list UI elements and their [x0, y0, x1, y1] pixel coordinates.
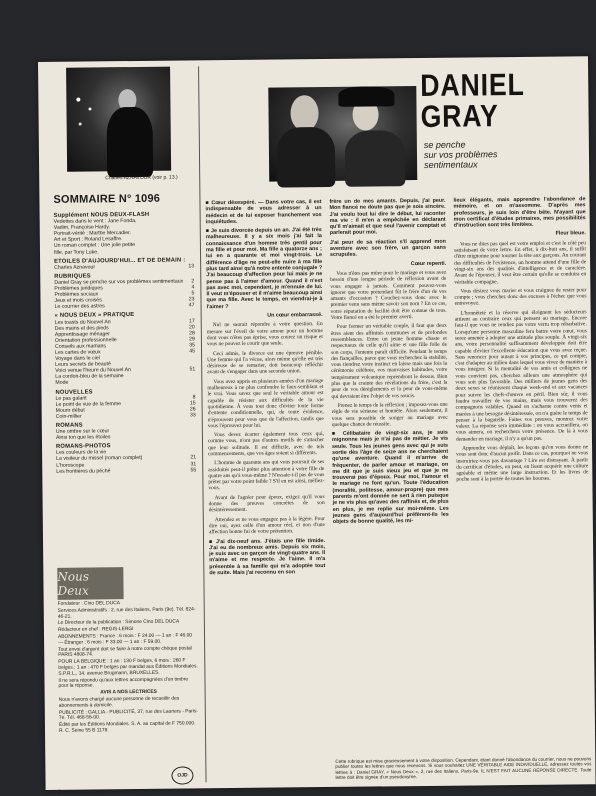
- toc-item-label: Les frontières du péché: [56, 467, 190, 474]
- toc-item-page: 2: [191, 278, 194, 284]
- advice-paragraph: Attendez et ne vous engagez pas à la légère. Pour dire oui, ayez celle d'un amour réel, et non d'une affection bonne fui de votre prétention.: [209, 516, 325, 536]
- toc-item-label: La visiteur du missel (roman complet): [56, 455, 190, 462]
- toc-item-page: 51: [189, 367, 195, 373]
- toc-intro-line: Vadim, Françoise Hardy.: [54, 224, 194, 232]
- reader-letter: lieux élégants, mais apprendre l'abondance de mémoire, et on m'assomme. D'après mes professeurs, je suis loin d'être bête. N'ayant que mon certificat d'études primaires, mes possibilités d'instruction sont très limitées.: [453, 196, 585, 229]
- imprint-line: Tout envoi d'argent doit se faire à notre compte chèque postal PARIS 4808-74.: [58, 646, 198, 659]
- imprint-line: Fondateur : Cino DEL DUCA: [58, 600, 198, 607]
- toc-item-label: Conseils aux mamans: [55, 342, 189, 349]
- toc-item-page: 13: [188, 263, 194, 269]
- toc-item-label: Des mains et des pieds: [55, 324, 189, 331]
- toc-item-label: Leurs secrets de beauté: [55, 361, 195, 369]
- imprint-line: Il ne sera répondu qu'aux lettres accompagnées d'un timbre pour la réponse.: [58, 677, 198, 690]
- couple-photo: [268, 86, 417, 182]
- toc-intro-line: Portrait-vérité : Marthe Mercadier.: [54, 230, 194, 238]
- toc-item-page: 47: [189, 303, 195, 309]
- toc-item-label: Mode: [55, 379, 195, 387]
- rubric-footnote: Cette rubrique est mise gracieusement à votre disposition. Cependant, étant donné l'abondance du courrier, nous ne pouvons publier toutes les lettres que nous recevons. Si vous souhaitez UNE VÉRITABLE AIDE INDIVIDUELLE, adressez toutes vos lettres à : Daniel GRAY, « Nous Deux », 2, rue des Italiens, Paris-9e. IL N'EST FAIT AUCUNE RÉPONSE DIRECTE. Toute lettre doit être signée d'un pseudonyme.: [335, 756, 591, 780]
- toc-item: [56, 434, 196, 442]
- toc-item-label: Les couleurs de la vie: [56, 449, 196, 457]
- toc-item-label: Les cartes de vœux: [55, 348, 189, 355]
- reader-letter: ■ Cœur désespéré. — Dans votre cas, il est indispensable de vous adresser à un médecin et de lui exposer franchement vos inquiétudes.: [205, 199, 321, 225]
- toc-item: [56, 467, 196, 475]
- imprint-line: Édité par les Éditions Mondiales. S. A. au capital de F 750.000. R. C. Seine 55 B 1178.: [59, 721, 199, 734]
- toc-item-label: Coin-millier: [56, 412, 190, 419]
- article-column-2: [329, 198, 451, 759]
- imprint-block: [58, 600, 199, 735]
- toc-item-page: 31: [190, 461, 196, 467]
- advice-paragraph: Prenez le temps de la réflexion ; imposez-vous une règle de vie sérieuse et honnête. Alors seulement, il vous sera possible de songer au mariage avec quelque chance de réussite.: [332, 402, 448, 428]
- imprint-line: Nous n'avons chargé aucune personne de recueillir des abonnements à domicile.: [59, 696, 199, 709]
- toc-intro-line: Vedettes dans le vent : Jane Fonda,: [54, 217, 194, 225]
- imprint-line: Rédacteur en chef : REGIS-LERGI: [58, 627, 198, 634]
- headline: DANIEL GRAY: [420, 69, 525, 132]
- toc-intro: Supplément NOUS DEUX-FLASH: [54, 211, 194, 219]
- advice-paragraph: Nul ne saurait répondre à votre question. En mesure sur l'éveil de votre amour pour un homme dont vous n'êtes pas éprise, vous courez un risque et vous ne pouvez le courir que seule.: [207, 321, 323, 347]
- toc-item-label: Jeux et mots croisés: [54, 297, 188, 304]
- toc-item: [56, 412, 196, 420]
- toc-item-page: 26: [190, 406, 196, 412]
- toc-section-title: « NOUS DEUX » PRATIQUE: [55, 312, 195, 320]
- toc-intro-line: Art et Sport : Roland Lesaffre.: [54, 236, 194, 244]
- reader-letter: frère un de mes amants. Depuis, j'ai peur. Mon fiancé ne doute pas que je sois sincère. J'ai voulu tout lui dire le début, lui raconter ma vie : il m'en a empêchée en déclarant qu'il m'aimait et que seul l'avenir comptait et parlerait pour moi.: [329, 198, 445, 237]
- toc-item-page: 4: [191, 284, 194, 290]
- toc-section-title: ROMANS: [56, 421, 196, 429]
- advice-paragraph: Vous avez appris en plusieurs années d'un mariage malheureux à ne plus confondre le faux-semblant et le vrai. Vous savez que seul le véritable amour est capable de résister aux difficultés de la vie quotidienne. À vous tout donc d'éviter toute forme d'entente conditionnelle, qui, de toute évidence, n'éprouvent pour vous que de l'affection, tandis que vous l'éprouvez pour lui.: [207, 378, 324, 430]
- imprint-line: PUBLICITÉ : GALLIA - PUBLICITÉ, 37, rue des Lauriers - Paris-7e. Tél. 468-56-00.: [59, 709, 199, 722]
- reader-letter: J'ai peur de sa réaction s'il apprend mon aventure avec son frère, un garçon sans scrupules.: [330, 239, 446, 259]
- toc-item: [55, 379, 195, 387]
- sommaire-column: [46, 66, 204, 786]
- toc-intro-line: fille, par Tony Luke.: [54, 248, 194, 256]
- reader-letter: ■ J'ai dix-neuf ans. J'étais une fille timide. J'ai eu de nombreux amis. Depuis six mois, je suis avec un garçon de vingt-quatre ans. Il m'aime et me respecte. Je l'aime. Il m'a présentée à sa famille qui m'a adoptée tout de suite. Mais j'ai reconnu en son: [209, 538, 325, 577]
- letter-signature: Cœur repenti.: [330, 260, 446, 268]
- toc-item-label: Une ombre sur le cœur: [56, 427, 196, 435]
- toc-item-label: Daniel Gray se penche sur vos problèmes sentimentaux: [54, 278, 191, 286]
- toc-item-page: 28: [189, 330, 195, 336]
- advice-paragraph: Vous n'êtes pas mûre pour le mariage et vous avez besoin d'une longue période de réflexion avant de vous engager à jamais. Comment pouvez-vous ignorer que votre prétendant fût le frère d'un de vos amants d'occasion ? Couchez-vous donc avec le premier venu sans même savoir son nom ? En ce cas, votre réputation de facilité doit être connue de tous. Votre fiancé en a été le premier averti.: [330, 270, 447, 322]
- toc-item-label: Mourir début: [56, 406, 190, 413]
- imprint-line: ABONNEMENTS : France : 6 mois : F 24.00 — 1 an : F 46.00 — Étranger : 6 mois : F 33.00 — 1 an : F 59.00.: [58, 633, 198, 646]
- toc-item-label: Problèmes sociaux: [54, 291, 191, 299]
- reader-letter: ■ Célibataire de vingt-six ans, je suis mignonne mais je n'ai pas de métier. Je vis seule. Tous les jeunes gens avec qui je suis sortie dès l'âge de seize ans ne cherchaient qu'une aventure. Quand il m'arrive de fréquenter, de parler amour et mariage, on me dit que je suis vieux jeu et que je ne trouverai pas d'époux. Pour moi, l'amour et le mariage ne font qu'un. Toute l'éducation (moralité, politesse, amour-propre) que mes parents m'ont donnée ne sert à rien puisque je ne vis plus qu'avec des raffinés et, de plus en plus, je me replie sur moi-même. Les jeunes gens d'aujourd'hui préfèrent-ils les objets de bonne qualité, les mi-: [332, 430, 449, 526]
- letter-signature: Un cœur embarrassé.: [207, 312, 323, 320]
- toc-item-page: 35: [189, 342, 195, 348]
- toc-item-label: Voyage dans le ciel: [55, 354, 195, 362]
- imprint-line: AVIS A NOS LECTRICES: [59, 690, 199, 697]
- toc-section-title: NOUVELLES: [55, 388, 195, 396]
- toc-item-page: 33: [190, 412, 196, 418]
- imprint-line: POUR LA BELGIQUE : 1 an : 130 F belges, 6 mois : 260 F belges ; 1 an : 470 F belges par mandat aux Éditions Mondiales. S.P.R.L., 14, avenue Brugmann, BRUXELLES.: [58, 659, 198, 678]
- toc-item-label: Le courrier des astres: [55, 303, 189, 310]
- nous-deux-logo: Nous Deux: [57, 567, 123, 600]
- table-of-contents: [54, 208, 197, 474]
- imprint-line: Le Directeur de la publication : Simone Cino DEL DUCA: [58, 620, 198, 627]
- page-number: 2: [58, 790, 61, 796]
- advice-paragraph: Vous devez écarter également tous ceux qui, comme vous, n'ont pas d'autres motifs de s'attacher que leur solitude. Il est difficile, avec de tels commencements, que vos âges soient si différents.: [208, 431, 324, 457]
- toc-item-page: 15: [190, 400, 196, 406]
- toc-item-label: La cordon-bleu de la semaine: [55, 373, 195, 381]
- toc-item: [54, 263, 194, 271]
- photo-caption: Charles AZNAVOUR (voir p. 13.): [105, 175, 177, 182]
- article-column-1: [205, 199, 327, 790]
- letter-signature: Fleur bleue.: [454, 231, 586, 239]
- toc-section-title: RUBRIQUES: [54, 272, 194, 280]
- advice-paragraph: L'honnêteté et la réserve qui éloignent les séducteurs attirent au contraire ceux qui pensent au mariage. Encore faut-il que vous ne rendiez pas votre vertu trop rébarbative. Lorsqu'une personne masculine fera battre votre cœur, vous serez amenée à adopter une attitude plus souple. À vingt-six ans, votre personnalité suffisamment développée doit être capable d'éviter l'excellente éducation que vous avez reçue. Sans renoncer pour autant à vos principes, ce qui compte, c'est d'adapter au milieu dans lequel vous vivez de manière à vous intégrer. Si la mentalité de vos amis et collègues ne vous convient pas, cherchez ailleurs une atmosphère qui vous soit plus favorable. Des milliers de jeunes gens des deux sexes se réunissent chaque week-end et aux vacances pour suivre les chefs-d'œuvre en péril. Bien sûr, il vous faudra travailler de vos mains, mais vous trouverez des compagnons valables. Quand on s'acharne contre vents et marées à une besogne désintéressée, on n'a guère le temps de penser à la bagatelle. Faites vos preuves, montrez votre valeur. La réponse sera immédiate : on vous accueillera, on vous aimera, on recherchera votre présence. De là à vous demander en mariage, il n'y a qu'un pas.: [455, 309, 588, 443]
- toc-item-label: Le pas galant: [55, 394, 192, 402]
- toc-item-label: Ainsi ton que les étoiles: [56, 434, 196, 442]
- toc-item-label: Apprentissage ménager: [55, 330, 189, 337]
- toc-item-label: Le point de vue de la femme: [56, 400, 190, 407]
- aznavour-photo: [66, 67, 171, 172]
- advice-paragraph: Apprendre vous déplaît, les leçons qu'on vous donne ne vous sont donc d'aucun profit. Dans ce cas, pourquoi ne vous instruiriez-vous pas davantage ? Lire est distrayant. À partir du certificat d'études, on peut, en lisant acquérir une culture agréable et même une large instruction. Et les livres de poche sont à la portée de toutes les bourses.: [456, 444, 588, 483]
- toc-item-page: 29: [189, 336, 195, 342]
- toc-item-label: Voici venue l'heure du Nouvel An: [55, 367, 189, 374]
- advice-paragraph: Pour former un véritable couple, il faut que deux êtres aient des affinités communes et de profondes ressemblances. Entre un jeune homme chaste et respectueux de celle qu'il aime et une fille folle de son corps, l'entente paraît difficile. Pendant le temps des fiançailles, parce que vous recherchez la stabilité, vous tiendrez votre instinct en laisse mais une fois la cérémonie célébrée, vos mauvaises habitudes, votre tempérament volcanique reprendront le dessus. Bien plus que la crainte des révélations du frère, c'est la peur de vos dérèglements et la peur de vous-même qui devraient être l'objet de vos soucis.: [331, 323, 448, 400]
- toc-item-page: 45: [189, 348, 195, 354]
- toc-intro-line: Un roman complet : Une jolie petite: [54, 242, 194, 250]
- toc-section-title: ROMANS-PHOTOS: [56, 443, 196, 451]
- toc-item-page: 17: [189, 318, 195, 324]
- toc-item-page: 5: [192, 290, 195, 296]
- article-column-3: [453, 196, 591, 783]
- toc-item-label: Orientation professionnelle: [55, 336, 189, 343]
- advice-paragraph: Vous ne dites pas quel est votre emploi et c'est le côté peu satisfaisant de votre lettre. En effet, à dix-huit ans, il suffit d'être mignonne pour tourner la tête aux garçons. Au courant des difficultés de l'existence, un homme attend d'une fille de vingt-six ans des qualités d'intelligence et de caractère. Avant de l'épouser, il veut être certain qu'elle se conduira en véritable compagne.: [454, 240, 586, 285]
- toc-item-page: 20: [189, 324, 195, 330]
- toc-item-page: 23: [189, 297, 195, 303]
- toc-item-label: Problèmes juridiques: [54, 284, 191, 292]
- toc-item-page: 8: [193, 394, 196, 400]
- toc-item-label: Les toasts du Nouvel An: [55, 318, 189, 325]
- toc-item-page: 21: [190, 455, 196, 461]
- advice-paragraph: Vous désirez vous marier et vous craignez de rester pour compte ; vous cherchez donc des excuses à l'échec que vous entrevoyez.: [454, 287, 586, 307]
- ojd-logo: OJD: [171, 766, 193, 784]
- toc-item-label: Charles Aznavour: [54, 263, 188, 270]
- toc-item-page: 55: [190, 467, 196, 473]
- toc-section-title: ETOILES D'AUJOURD'HUI... ET DE DEMAIN :: [54, 257, 194, 265]
- subheadline: se penche sur vos problèmes sentimentaux: [424, 139, 498, 170]
- toc-item-label: L'horoscope: [56, 461, 190, 468]
- sommaire-title: SOMMAIRE N° 1096: [53, 193, 160, 206]
- advice-paragraph: Avant de l'agréer pour époux, exigez qu'il vous donne des preuves concrètes de son désintéressement.: [209, 494, 325, 514]
- reader-letter: ■ Je suis divorcée depuis un an. J'ai été très malheureuse. Il y a six mois j'ai fait la connaissance d'un homme très gentil pour ma fille et pour moi. Ma fille a quatorze ans ; lui en a quarante et moi vingt-trois. Le différence d'âge ne peut-elle nuire à ma fille plus tard ainsi qu'à notre entente conjugale ? J'ai beaucoup d'affection pour lui mais je ne pense pas à l'aimer d'amour. Quand il n'est pas avec moi, cependant, je m'ennuie de lui. Il veut m'épouser et il m'aime beaucoup ainsi que ma fille. Avec le temps, en viendrai-je à l'aimer ?: [206, 227, 323, 310]
- advice-paragraph: Ceci admis, le divorce est une épreuve pénible. Une femme qui l'a vécue, alors même qu'elle est très désireuse de se remarier, doit beaucoup réfléchir avant de s'engager dans une seconde union.: [207, 350, 323, 376]
- advice-paragraph: L'homme de quarante ans qui vous poursuit de ses assiduités peut-il prêter plus attention à votre fille de quatre ans qu'à vous-même ? N'essaie-t-il pas de vous prêter par votre point faible ? S'il en est ainsi, méfiez-vous.: [208, 459, 324, 492]
- magazine-page: [38, 56, 596, 790]
- imprint-line: Services Administratifs : 2, rue des Italiens, Paris (9e). Tél. 824-46-21.: [58, 607, 198, 620]
- toc-item: [55, 303, 195, 311]
